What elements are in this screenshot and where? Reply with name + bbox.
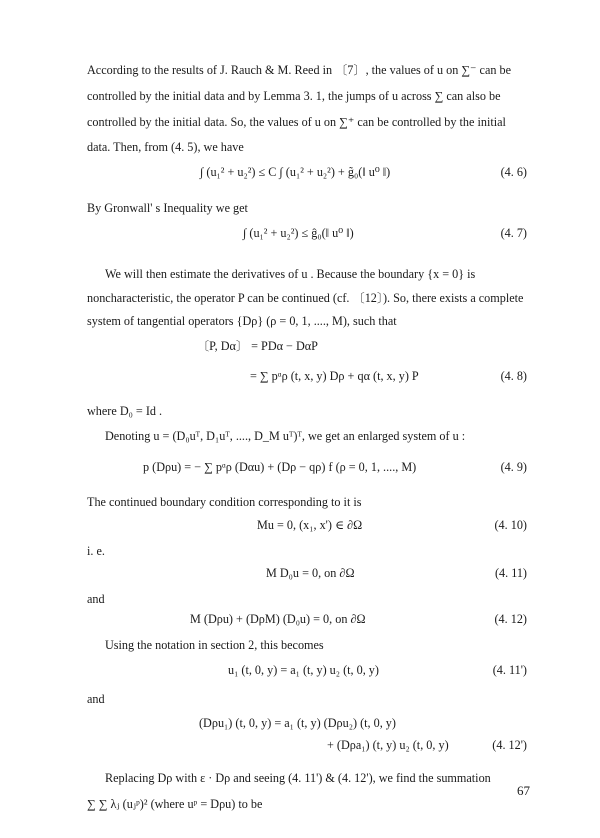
equation-number: (4. 11')	[492, 663, 527, 677]
paragraph-line: We will then estimate the derivatives of u . Because the boundary {x = 0} is	[105, 267, 476, 281]
paragraph-line: noncharacteristic, the operator P can be continued (cf. 〔12〕). So, there exists a complete	[87, 291, 524, 305]
paragraph-line: data. Then, from (4. 5), we have	[87, 140, 244, 154]
equation-number: (4. 10)	[494, 518, 527, 532]
paragraph-line: system of tangential operators {Dρ} (ρ = 0, 1, ...., M), such that	[87, 314, 397, 328]
equation-body: (Dρu₁) (t, 0, y) = a₁ (t, y) (Dρu₂) (t, 0, y)	[199, 716, 396, 730]
equation-body: ∫ (u₁² + u₂²) ≤ C ∫ (u₁² + u₂²) + g̃₀(‖ u⁰ ‖)	[200, 165, 391, 179]
paragraph-line: Replacing Dρ with ε · Dρ and seeing (4. 11') & (4. 12'), we find the summation	[105, 771, 491, 785]
paragraph-line: where D₀ = Id .	[87, 404, 163, 418]
paragraph-line: Denoting u = (D₀uᵀ, D₁uᵀ, ...., D_M uᵀ)ᵀ, we get an enlarged system of u :	[105, 429, 466, 443]
page-number: 67	[517, 783, 530, 798]
paragraph-line: The continued boundary condition corresponding to it is	[87, 495, 362, 509]
equation-number: (4. 12)	[494, 612, 527, 626]
paragraph-line: and	[87, 592, 105, 606]
paragraph-line: According to the results of J. Rauch & M. Reed in 〔7〕, the values of u on ∑⁻ can be	[87, 63, 511, 77]
equation-number: (4. 7)	[500, 226, 527, 240]
equation-body: Mu = 0, (x₁, x') ∈ ∂Ω	[257, 518, 363, 532]
equation-body: p (Dρu) = − ∑ pᵅρ (Dαu) + (Dρ − qρ) f (ρ = 0, 1, ...., M)	[143, 460, 417, 474]
equation-number: (4. 11)	[494, 566, 527, 580]
equation-body: M D₀u = 0, on ∂Ω	[266, 566, 355, 580]
equation-body: M (Dρu) + (DρM) (D₀u) = 0, on ∂Ω	[190, 612, 366, 626]
paragraph-line: ∑ ∑ λⱼ (uⱼᵖ)² (where uᵖ = Dρu) to be	[87, 797, 263, 811]
paragraph-line: By Gronwall' s Inequality we get	[87, 201, 248, 215]
paragraph-line: i. e.	[87, 544, 105, 558]
paragraph-line: controlled by the initial data and by Lemma 3. 1, the jumps of u across ∑ can also be	[87, 89, 501, 103]
equation-body: + (Dρa₁) (t, y) u₂ (t, 0, y)	[327, 738, 449, 752]
equation-number: (4. 6)	[500, 165, 527, 179]
equation-body: = ∑ pᵅρ (t, x, y) Dρ + qα (t, x, y) P	[250, 369, 419, 383]
equation-body: u₁ (t, 0, y) = a₁ (t, y) u₂ (t, 0, y)	[228, 663, 379, 677]
equation-body: ∫ (u₁² + u₂²) ≤ ĝ₀(‖ u⁰ ‖)	[243, 226, 354, 240]
equation-number: (4. 8)	[500, 369, 527, 383]
paragraph-line: Using the notation in section 2, this becomes	[105, 638, 324, 652]
equation-number: (4. 12')	[492, 738, 527, 752]
paragraph-line: and	[87, 692, 105, 706]
equation-body: 〔P, Dα〕 = PDα − DαP	[197, 339, 318, 353]
paragraph-line: controlled by the initial data. So, the values of u on ∑⁺ can be controlled by the initial	[87, 115, 506, 129]
equation-number: (4. 9)	[500, 460, 527, 474]
